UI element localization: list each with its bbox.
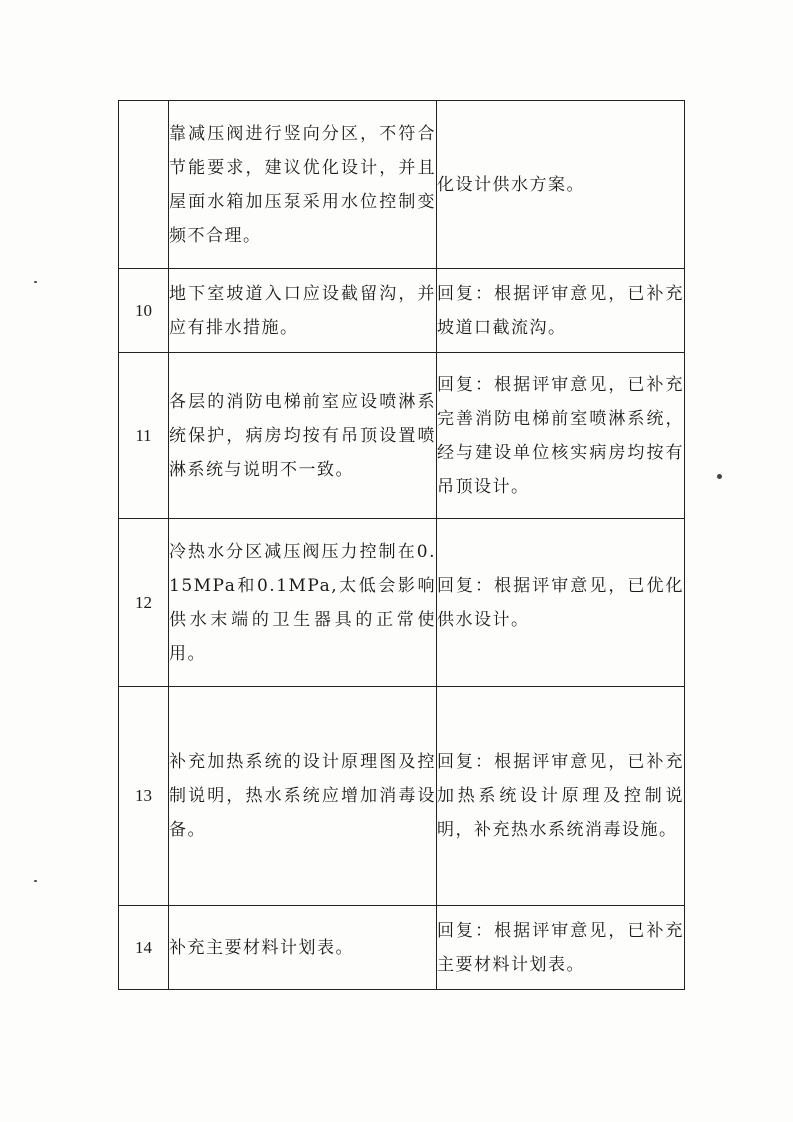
row-number bbox=[119, 101, 169, 269]
row-number: 12 bbox=[119, 519, 169, 687]
row-number: 13 bbox=[119, 687, 169, 906]
scan-speck bbox=[34, 281, 37, 283]
review-reply: 回复：根据评审意见，已补充加热系统设计原理及控制说明，补充热水系统消毒设施。 bbox=[437, 687, 685, 906]
row-number: 10 bbox=[119, 269, 169, 353]
review-table bbox=[118, 100, 685, 990]
table-row bbox=[119, 101, 685, 269]
table-row bbox=[119, 519, 685, 687]
review-reply: 化设计供水方案。 bbox=[437, 101, 685, 269]
review-reply: 回复：根据评审意见，已补充主要材料计划表。 bbox=[437, 906, 685, 990]
review-opinion: 各层的消防电梯前室应设喷淋系统保护，病房均按有吊顶设置喷淋系统与说明不一致。 bbox=[169, 353, 437, 519]
review-opinion: 地下室坡道入口应设截留沟，并应有排水措施。 bbox=[169, 269, 437, 353]
table-row bbox=[119, 269, 685, 353]
review-opinion: 补充主要材料计划表。 bbox=[169, 906, 437, 990]
review-reply: 回复：根据评审意见，已优化供水设计。 bbox=[437, 519, 685, 687]
review-opinion: 补充加热系统的设计原理图及控制说明，热水系统应增加消毒设备。 bbox=[169, 687, 437, 906]
scan-speck bbox=[34, 880, 37, 882]
review-opinion: 冷热水分区减压阀压力控制在0.15MPa和0.1MPa,太低会影响供水末端的卫生器具的正常使用。 bbox=[169, 519, 437, 687]
table-row bbox=[119, 353, 685, 519]
review-reply: 回复：根据评审意见，已补充坡道口截流沟。 bbox=[437, 269, 685, 353]
row-number: 11 bbox=[119, 353, 169, 519]
table-row bbox=[119, 906, 685, 990]
scan-speck bbox=[717, 474, 722, 479]
review-opinion: 靠减压阀进行竖向分区，不符合节能要求，建议优化设计，并且屋面水箱加压泵采用水位控制变频不合理。 bbox=[169, 101, 437, 269]
review-reply: 回复：根据评审意见，已补充完善消防电梯前室喷淋系统，经与建设单位核实病房均按有吊顶设计。 bbox=[437, 353, 685, 519]
table-row bbox=[119, 687, 685, 906]
row-number: 14 bbox=[119, 906, 169, 990]
